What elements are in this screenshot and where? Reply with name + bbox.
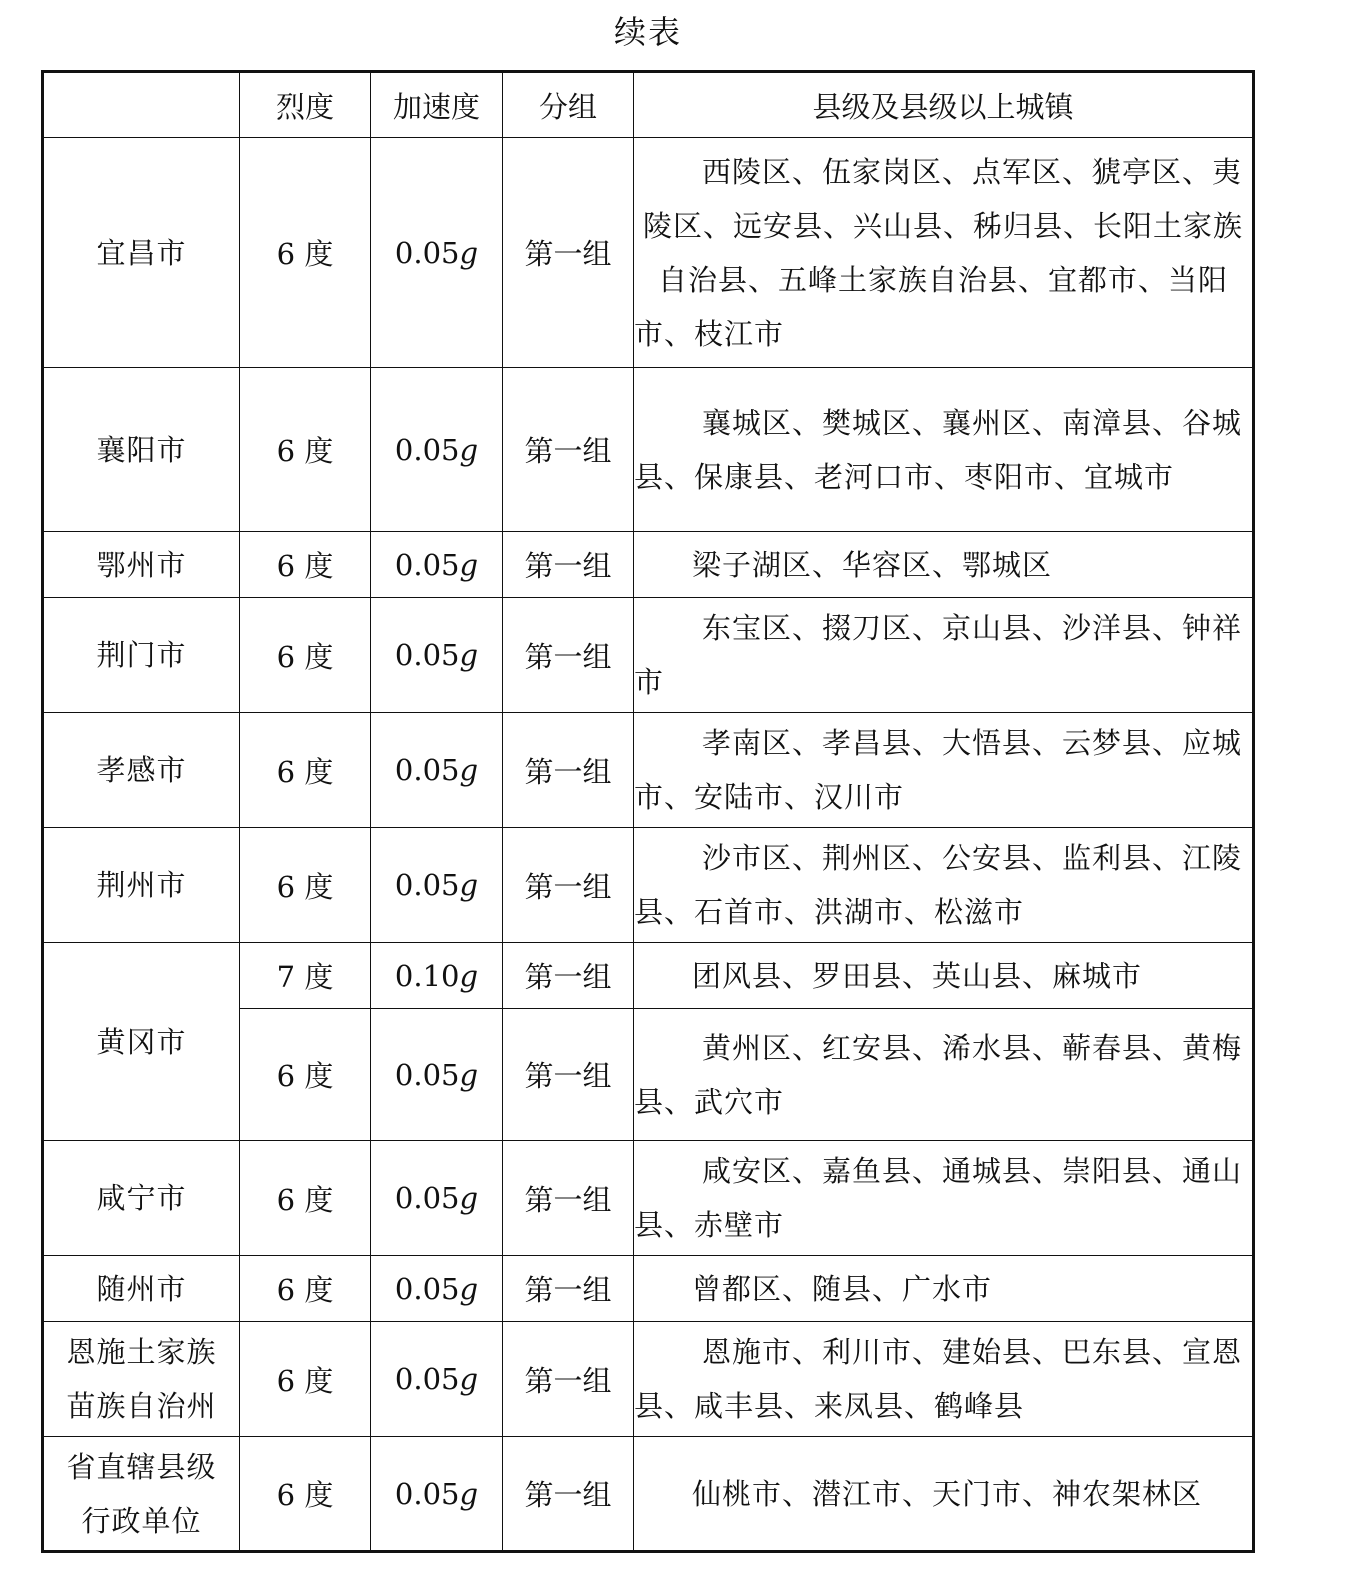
acceleration-cell [371,368,503,532]
towns-cell [634,1437,1254,1552]
towns-text: 黄州区、红安县、浠水县、蕲春县、黄梅县、武穴市 [634,1030,1242,1119]
towns-cell [634,943,1254,1009]
region-cell: 恩施土家族苗族自治州 [43,1322,240,1437]
towns-text: 西陵区、伍家岗区、点军区、猇亭区、夷陵区、远安县、兴山县、秭归县、长阳土家族自治县、五峰土家族自治县、宜都市、当阳市、枝江市 [634,154,1243,351]
region-cell: 随州市 [43,1256,240,1322]
header-group: 分组 [503,72,634,138]
intensity-cell: 6 度 [240,1009,371,1141]
towns-cell [634,532,1254,598]
towns-text: 孝南区、孝昌县、大悟县、云梦县、应城市、安陆市、汉川市 [634,726,1242,814]
table-row [43,1256,1254,1322]
table-row [43,943,1254,1009]
header-row [43,72,1254,138]
group-cell: 第一组 [503,828,634,943]
acceleration-cell [371,598,503,713]
group-cell: 第一组 [503,1141,634,1256]
acceleration-unit: g [459,638,479,672]
group-cell: 第一组 [503,532,634,598]
region-cell: 孝感市 [43,713,240,828]
acceleration-value: 0.05 [394,753,460,787]
acceleration-value: 0.05 [394,1362,460,1396]
acceleration-unit: g [459,432,479,467]
acceleration-value: 0.10 [394,958,460,993]
acceleration-unit: g [459,958,479,993]
acceleration-unit: g [459,547,479,582]
group-cell: 第一组 [503,138,634,368]
table-row [43,532,1254,598]
towns-cell [634,598,1254,713]
towns-text: 沙市区、荆州区、公安县、监利县、江陵县、石首市、洪湖市、松滋市 [634,841,1242,929]
acceleration-cell [371,138,503,368]
acceleration-value: 0.05 [394,547,460,582]
region-cell: 襄阳市 [43,368,240,532]
acceleration-value: 0.05 [394,1057,460,1092]
table-row [43,1437,1254,1552]
acceleration-value: 0.05 [394,235,460,270]
intensity-cell: 6 度 [240,138,371,368]
seismic-table [41,70,1255,1553]
acceleration-cell [371,1437,503,1552]
acceleration-value: 0.05 [394,432,460,467]
towns-text: 咸安区、嘉鱼县、通城县、崇阳县、通山县、赤壁市 [634,1154,1242,1242]
group-cell: 第一组 [503,1322,634,1437]
group-cell: 第一组 [503,1437,634,1552]
acceleration-cell [371,1009,503,1141]
header-towns: 县级及县级以上城镇 [634,72,1254,138]
group-cell: 第一组 [503,598,634,713]
group-cell: 第一组 [503,713,634,828]
acceleration-unit: g [459,235,479,270]
region-cell: 省直辖县级行政单位 [43,1437,240,1552]
table-row [43,368,1254,532]
acceleration-cell [371,1141,503,1256]
acceleration-unit: g [459,1271,479,1306]
table-row [43,713,1254,828]
towns-text: 团风县、罗田县、英山县、麻城市 [692,958,1143,993]
acceleration-unit: g [459,1476,479,1511]
region-cell: 咸宁市 [43,1141,240,1256]
towns-text: 东宝区、掇刀区、京山县、沙洋县、钟祥市 [634,611,1242,699]
towns-cell [634,1009,1254,1141]
acceleration-value: 0.05 [394,638,460,672]
intensity-cell: 6 度 [240,1141,371,1256]
acceleration-unit: g [459,1362,479,1396]
intensity-cell: 6 度 [240,532,371,598]
header-region [43,72,240,138]
towns-text: 恩施市、利川市、建始县、巴东县、宣恩县、咸丰县、来凤县、鹤峰县 [634,1335,1242,1423]
acceleration-value: 0.05 [394,1476,460,1511]
table-row [43,1141,1254,1256]
intensity-cell: 6 度 [240,1256,371,1322]
acceleration-cell [371,532,503,598]
towns-cell [634,713,1254,828]
table-row [43,598,1254,713]
region-cell: 黄冈市 [43,943,240,1141]
towns-text: 仙桃市、潜江市、天门市、神农架林区 [692,1476,1203,1511]
group-cell: 第一组 [503,368,634,532]
acceleration-value: 0.05 [394,1181,460,1215]
towns-cell [634,1322,1254,1437]
group-cell: 第一组 [503,1009,634,1141]
acceleration-value: 0.05 [394,868,460,902]
region-cell: 荆州市 [43,828,240,943]
acceleration-cell [371,828,503,943]
table-caption: 续表 [613,13,682,51]
towns-cell [634,138,1254,368]
acceleration-unit: g [459,753,479,787]
acceleration-unit: g [459,1181,479,1215]
acceleration-cell [371,713,503,828]
table-row [43,138,1254,368]
acceleration-cell [371,1322,503,1437]
intensity-cell: 6 度 [240,1437,371,1552]
towns-cell [634,828,1254,943]
region-cell: 宜昌市 [43,138,240,368]
intensity-cell: 6 度 [240,368,371,532]
towns-text: 襄城区、樊城区、襄州区、南漳县、谷城县、保康县、老河口市、枣阳市、宜城市 [634,405,1242,494]
header-intensity: 烈度 [240,72,371,138]
towns-text: 梁子湖区、华容区、鄂城区 [692,547,1053,582]
region-cell: 鄂州市 [43,532,240,598]
towns-text: 曾都区、随县、广水市 [692,1271,993,1306]
table-row [43,828,1254,943]
intensity-cell: 6 度 [240,713,371,828]
group-cell: 第一组 [503,1256,634,1322]
table-row [43,1322,1254,1437]
intensity-cell: 6 度 [240,1322,371,1437]
acceleration-value: 0.05 [394,1271,460,1306]
towns-cell [634,1256,1254,1322]
intensity-cell: 6 度 [240,598,371,713]
intensity-cell: 7 度 [240,943,371,1009]
group-cell: 第一组 [503,943,634,1009]
intensity-cell: 6 度 [240,828,371,943]
region-cell: 荆门市 [43,598,240,713]
acceleration-unit: g [459,1057,479,1092]
header-acceleration: 加速度 [371,72,503,138]
acceleration-unit: g [459,868,479,902]
acceleration-cell [371,943,503,1009]
towns-cell [634,1141,1254,1256]
towns-cell [634,368,1254,532]
acceleration-cell [371,1256,503,1322]
